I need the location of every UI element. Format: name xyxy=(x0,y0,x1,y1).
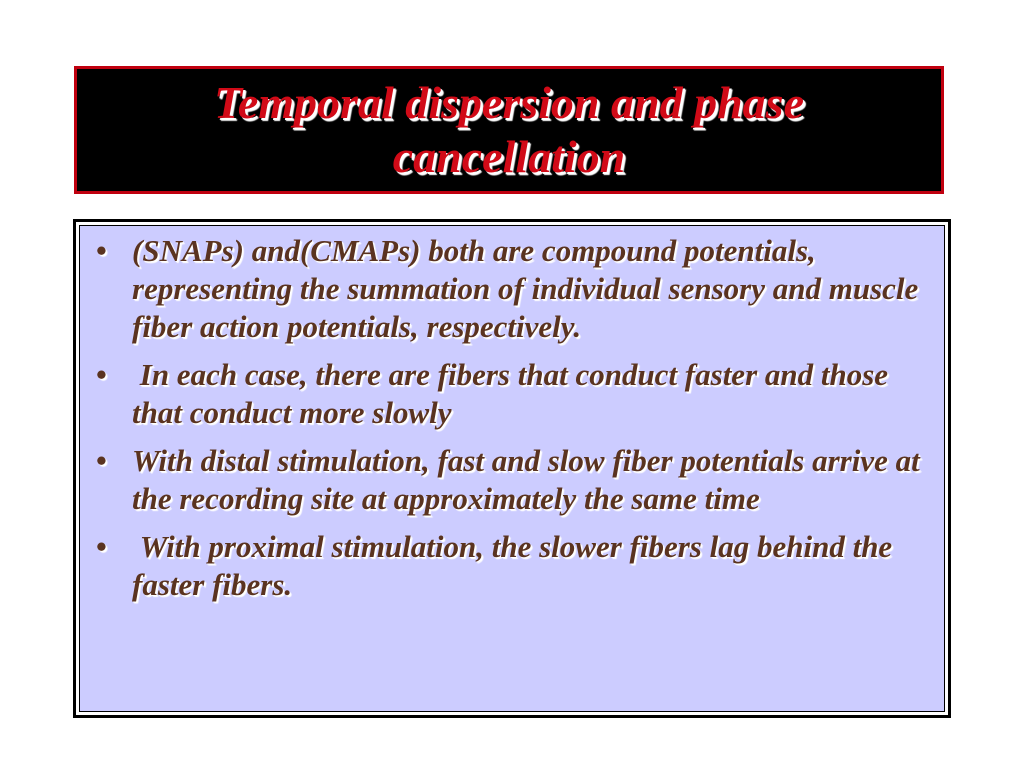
bullet-item-4 xyxy=(90,528,926,604)
bullet-item-1 xyxy=(90,232,926,346)
bullet-list xyxy=(90,232,926,604)
title-banner xyxy=(74,66,944,194)
bullet-text-1: (SNAPs) and(CMAPs) both are compound potentials, representing the summation of individual sensory and muscle fiber action potentials, respectively. xyxy=(132,233,919,344)
bullet-text-3: With distal stimulation, fast and slow fiber potentials arrive at the recording site at approximately the same time xyxy=(132,443,920,516)
bullet-item-3 xyxy=(90,442,926,518)
bullet-dot-icon: • xyxy=(96,233,107,268)
content-panel xyxy=(79,225,945,712)
bullet-text-4: With proximal stimulation, the slower fibers lag behind the faster fibers. xyxy=(132,529,900,602)
slide-title: Temporal dispersion and phase cancellation xyxy=(213,76,804,182)
bullet-dot-icon: • xyxy=(96,357,107,392)
bullet-text-2: In each case, there are fibers that conduct faster and those that conduct more slowly xyxy=(132,357,896,430)
bullet-item-2 xyxy=(90,356,926,432)
bullet-dot-icon: • xyxy=(96,443,107,478)
bullet-dot-icon: • xyxy=(96,529,107,564)
content-frame xyxy=(73,219,951,718)
